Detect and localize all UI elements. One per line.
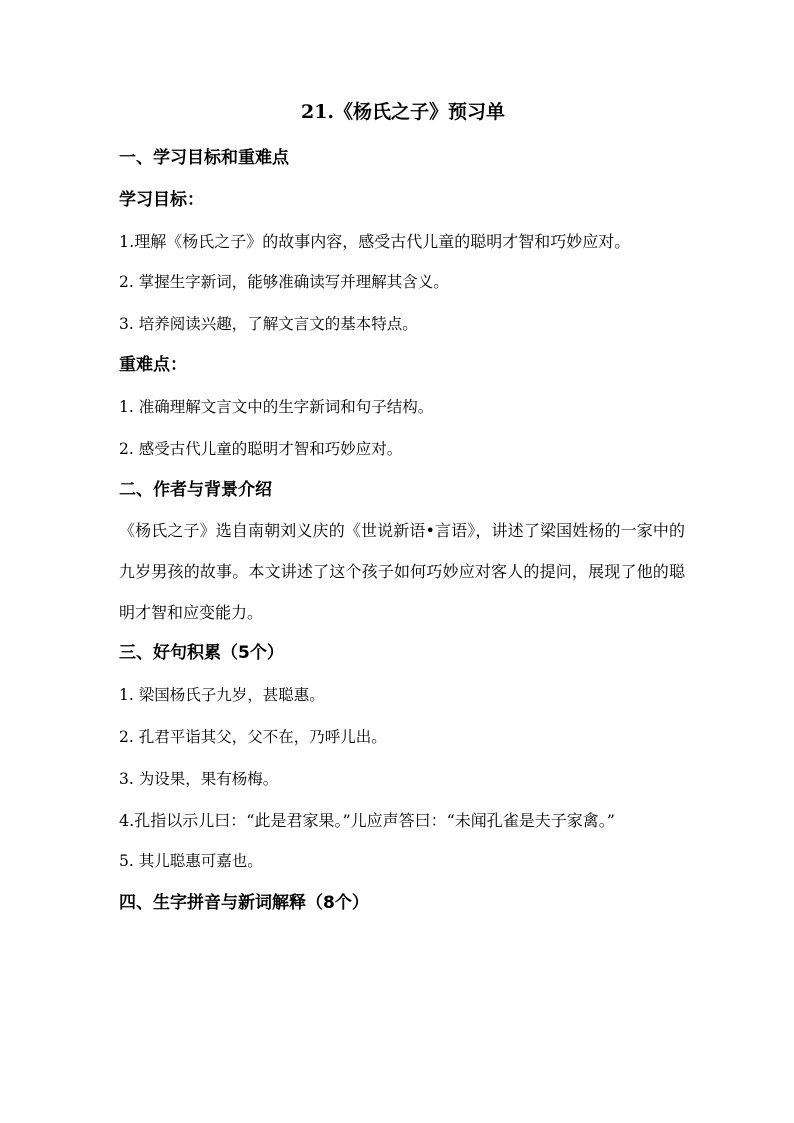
key-point-item: 1. 准确理解文言文中的生字新词和句子结构。 bbox=[119, 398, 434, 416]
learning-goal-item: 3. 培养阅读兴趣，了解文言文的基本特点。 bbox=[119, 315, 418, 333]
document-page bbox=[119, 100, 685, 915]
sentence-item: 1. 梁国杨氏子九岁，甚聪惠。 bbox=[119, 686, 325, 704]
background-paragraph: 《杨氏之子》选自南朝刘义庆的《世说新语•言语》，讲述了梁国姓杨的一家中的九岁男孩的故事。本文讲述了这个孩子如何巧妙应对客人的提问，展现了他的聪明才智和应变能力。 bbox=[119, 521, 685, 622]
key-point-item: 2. 感受古代儿童的聪明才智和巧妙应对。 bbox=[119, 440, 403, 458]
sentence-item: 4.孔指以示儿曰：“此是君家果。”儿应声答曰：“未闻孔雀是夫子家禽。” bbox=[119, 811, 615, 830]
section-2-heading: 二、作者与背景介绍 bbox=[119, 480, 272, 500]
document-title: 21.《杨氏之子》预习单 bbox=[300, 101, 506, 123]
learning-goals-label: 学习目标： bbox=[119, 190, 204, 210]
sentence-item: 5. 其儿聪惠可嘉也。 bbox=[119, 852, 263, 870]
section-4-heading: 四、生字拼音与新词解释（8个） bbox=[119, 893, 369, 913]
sentence-item: 2. 孔君平诣其父，父不在，乃呼儿出。 bbox=[119, 728, 387, 746]
sentence-item: 3. 为设果，果有杨梅。 bbox=[119, 770, 279, 788]
key-points-label: 重难点： bbox=[119, 355, 187, 375]
section-3-heading: 三、好句积累（5个） bbox=[119, 643, 284, 663]
learning-goal-item: 2. 掌握生字新词，能够准确读写并理解其含义。 bbox=[119, 273, 449, 291]
section-1-heading: 一、学习目标和重难点 bbox=[119, 148, 289, 168]
learning-goal-item: 1.理解《杨氏之子》的故事内容，感受古代儿童的聪明才智和巧妙应对。 bbox=[119, 232, 631, 251]
